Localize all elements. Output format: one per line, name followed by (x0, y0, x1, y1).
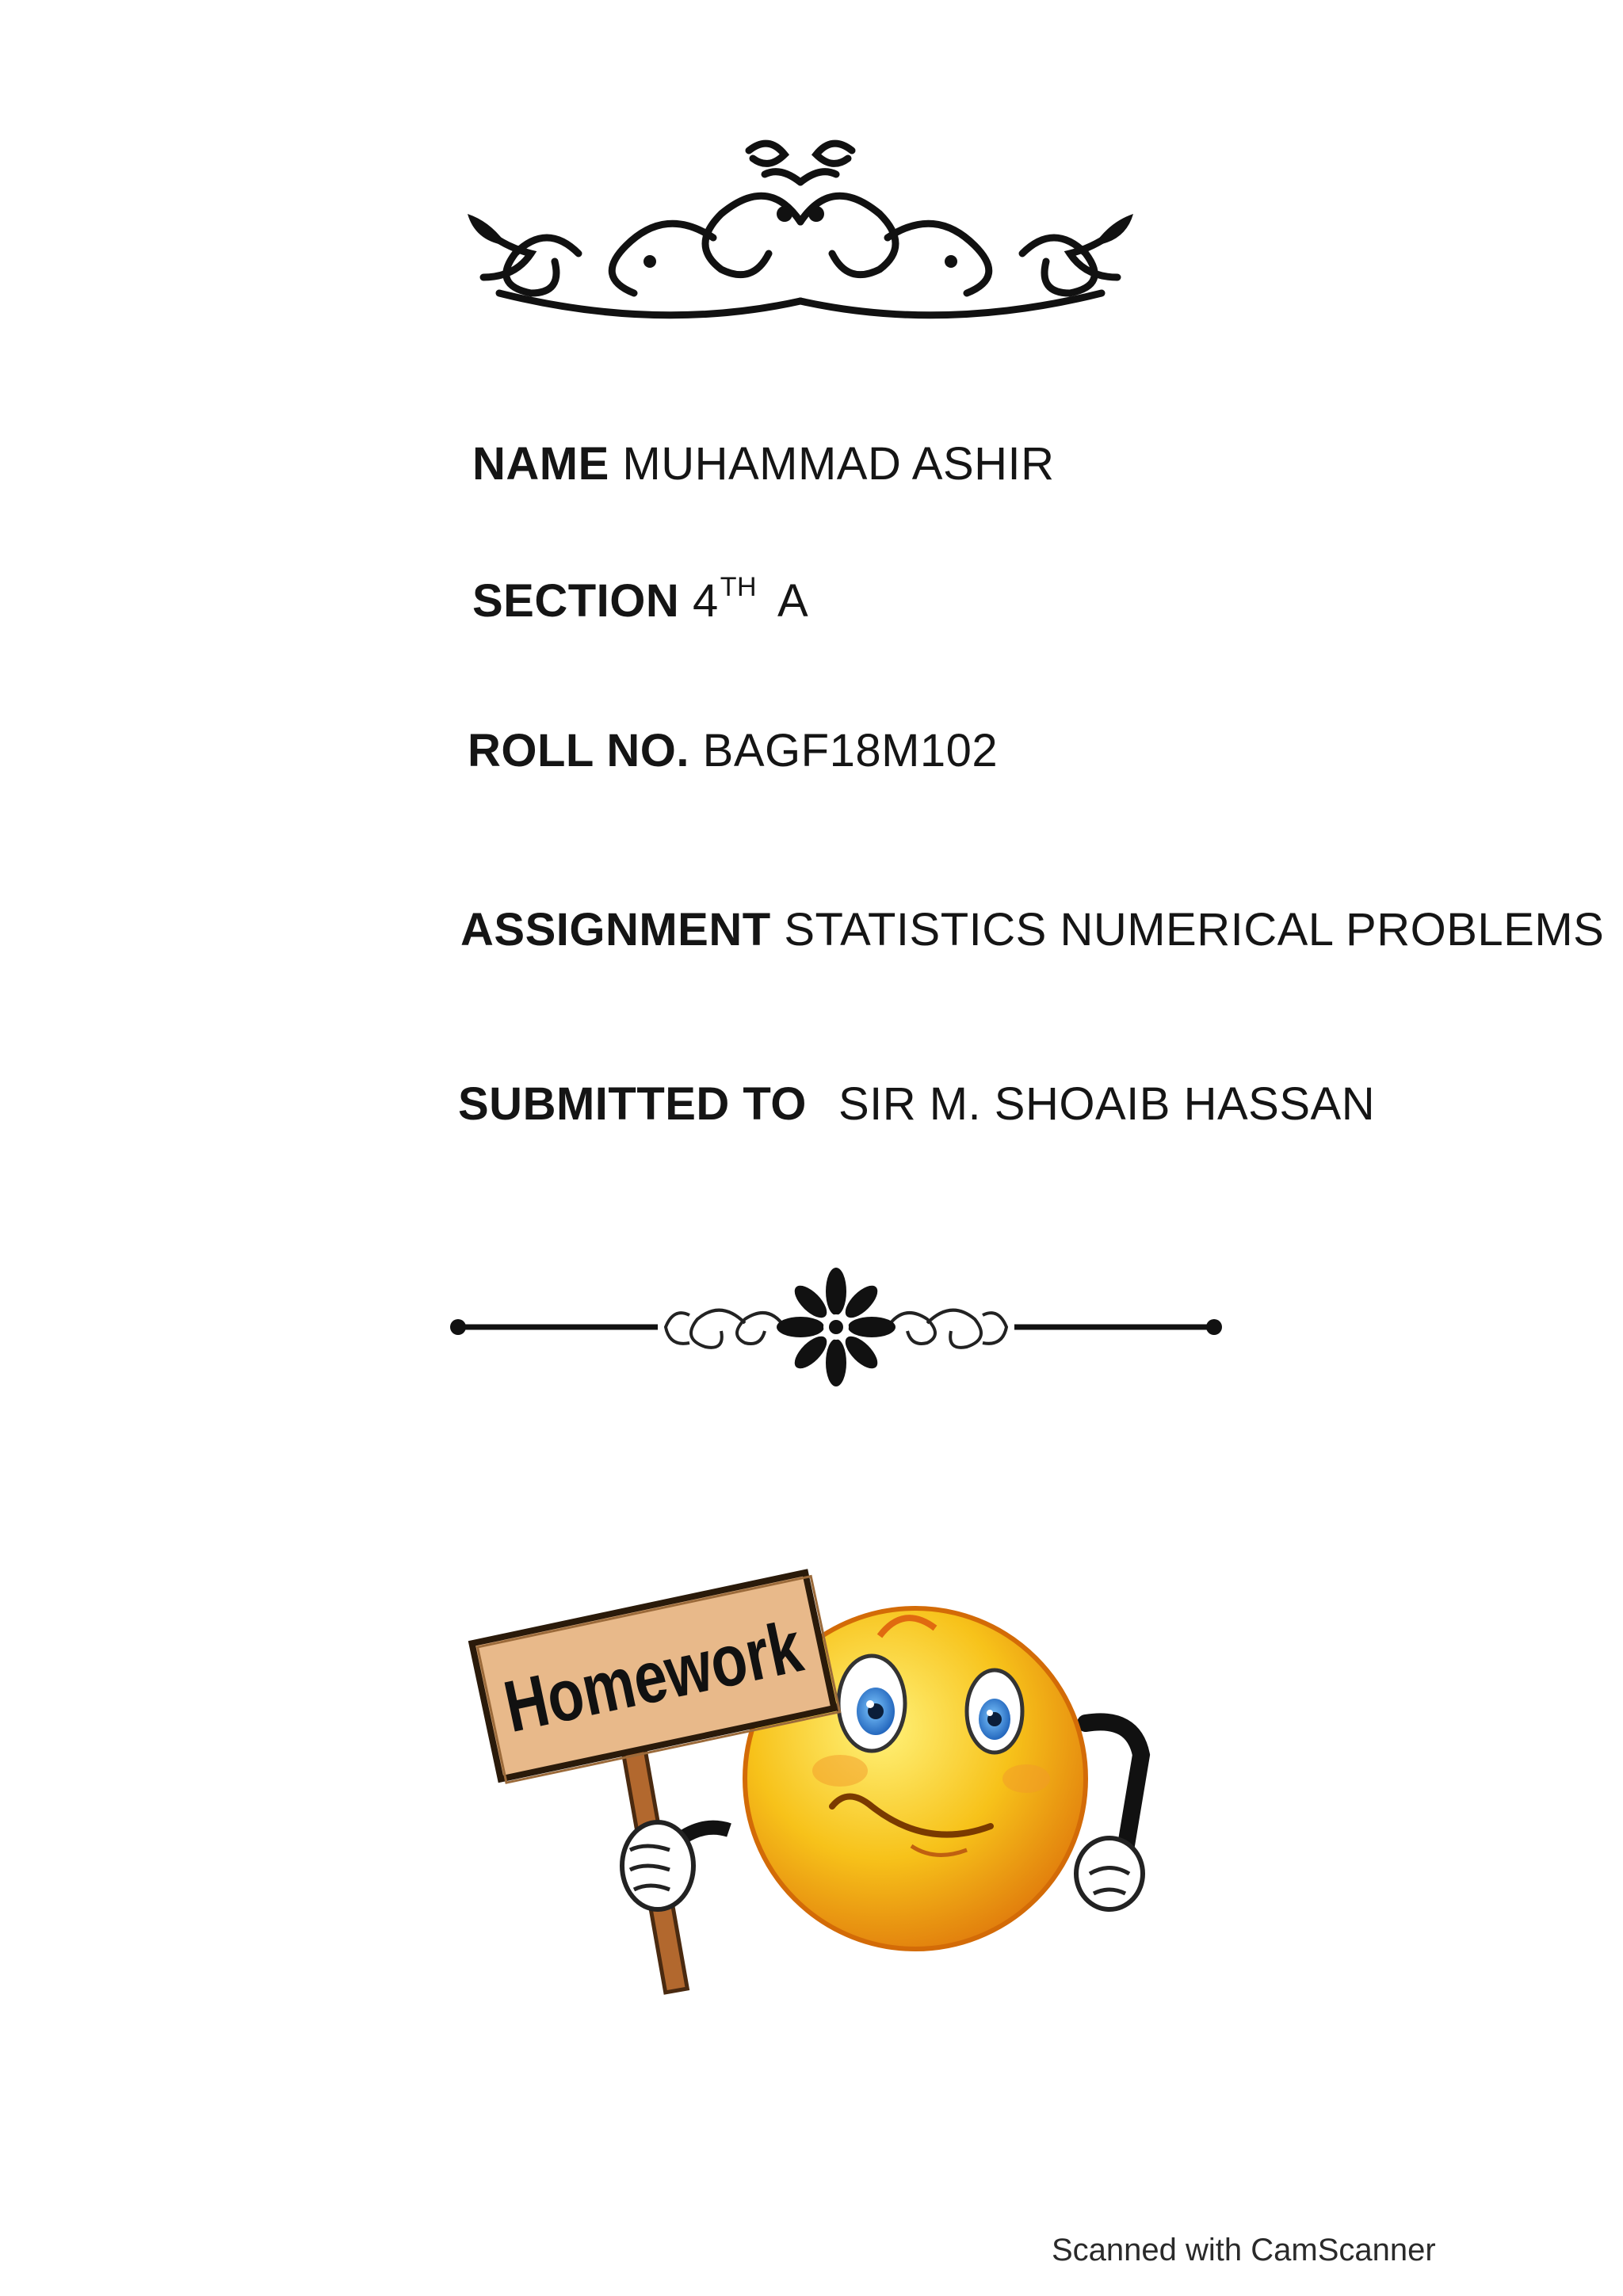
camscanner-watermark: Scanned with CamScanner (1052, 2233, 1436, 2267)
assignment-field (460, 903, 1604, 956)
section-label: SECTION (472, 575, 680, 627)
roll-number-field (468, 724, 998, 777)
homework-smiley-illustration (468, 1541, 1181, 2000)
submitted-to-value: SIR M. SHOAIB HASSAN (838, 1078, 1376, 1130)
name-field (472, 437, 1055, 490)
section-value-letter: A (777, 575, 809, 627)
homework-sign-text: Homework (497, 1591, 880, 1749)
roll-number-value: BAGF18M102 (702, 725, 999, 776)
section-value: 4 (692, 575, 719, 627)
name-label: NAME (472, 438, 609, 490)
divider-flower-ornament-icon (444, 1260, 1228, 1394)
section-field (472, 572, 808, 627)
assignment-label: ASSIGNMENT (460, 904, 771, 955)
flourish-ornament-icon (452, 127, 1149, 325)
submitted-to-label: SUBMITTED TO (458, 1078, 807, 1130)
right-hand-icon (1076, 1838, 1143, 1909)
section-value-superscript: TH (720, 572, 758, 602)
submitted-to-field (458, 1077, 1375, 1131)
name-value: MUHAMMAD ASHIR (622, 438, 1055, 490)
left-hand-icon (622, 1822, 729, 1909)
assignment-value: STATISTICS NUMERICAL PROBLEMS (784, 904, 1605, 955)
roll-number-label: ROLL NO. (468, 725, 690, 776)
